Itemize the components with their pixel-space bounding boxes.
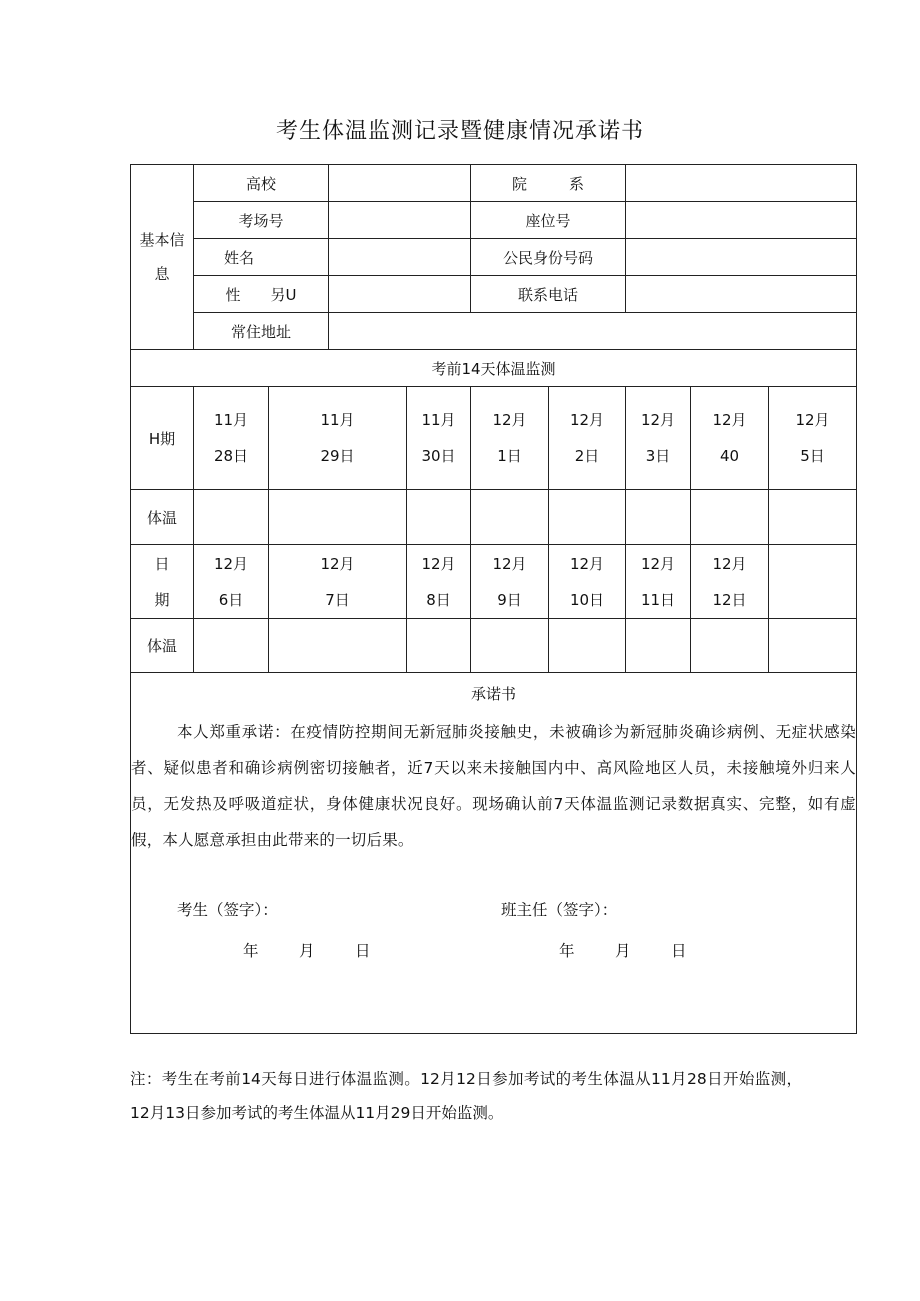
date-row-label: H期 bbox=[131, 387, 194, 490]
pledge-section bbox=[131, 673, 857, 1034]
id-number-input[interactable] bbox=[626, 239, 857, 276]
temp-input[interactable] bbox=[194, 490, 269, 545]
temp-input[interactable] bbox=[549, 619, 626, 673]
date-cell: 12月 40 bbox=[691, 387, 769, 490]
date-cell: 12月 12日 bbox=[691, 545, 769, 619]
date-cell: 11月 30日 bbox=[407, 387, 471, 490]
seat-no-label: 座位号 bbox=[471, 202, 626, 239]
gender-input[interactable] bbox=[329, 276, 471, 313]
date-cell: 11月 28日 bbox=[194, 387, 269, 490]
date-cell-empty bbox=[769, 545, 857, 619]
seat-no-input[interactable] bbox=[626, 202, 857, 239]
temp-input[interactable] bbox=[269, 490, 407, 545]
basic-info-label: 基本信息 bbox=[131, 165, 194, 350]
date-cell: 12月 10日 bbox=[549, 545, 626, 619]
teacher-signature-label: 班主任（签字）： bbox=[501, 901, 618, 919]
temp-input[interactable] bbox=[691, 490, 769, 545]
school-input[interactable] bbox=[329, 165, 471, 202]
gender-label: 性 另U bbox=[194, 276, 329, 313]
temp-input[interactable] bbox=[626, 619, 691, 673]
date-row-label: 日 期 bbox=[131, 545, 194, 619]
id-number-label: 公民身份号码 bbox=[471, 239, 626, 276]
temp-input[interactable] bbox=[407, 490, 471, 545]
phone-input[interactable] bbox=[626, 276, 857, 313]
footnote: 注：考生在考前14天每日进行体温监测。12月12日参加考试的考生体温从11月28日开始监测，12月13日参加考试的考生体温从11月29日开始监测。 bbox=[130, 1070, 802, 1122]
school-label: 高校 bbox=[194, 165, 329, 202]
document-title: 考生体温监测记录暨健康情况承诺书 bbox=[275, 119, 644, 144]
temp-input[interactable] bbox=[769, 619, 857, 673]
date-cell: 11月 29日 bbox=[269, 387, 407, 490]
temp-input[interactable] bbox=[549, 490, 626, 545]
temp-input[interactable] bbox=[471, 619, 549, 673]
exam-room-label: 考场号 bbox=[194, 202, 329, 239]
date-cell: 12月 11日 bbox=[626, 545, 691, 619]
teacher-sign-date: 年 月 日 bbox=[559, 942, 687, 960]
temp-input[interactable] bbox=[194, 619, 269, 673]
date-cell: 12月 7日 bbox=[269, 545, 407, 619]
temp-row-label: 体温 bbox=[131, 619, 194, 673]
pledge-body: 本人郑重承诺：在疫情防控期间无新冠肺炎接触史，未被确诊为新冠肺炎确诊病例、无症状感染者、疑似患者和确诊病例密切接触者，近7天以来未接触国内中、高风险地区人员，未接触境外归来人员，无发热及呼吸道症状，身体健康状况良好。现场确认前7天体温监测记录数据真实、完整，如有虚假，本人愿意承担由此带来的一切后果。 bbox=[131, 723, 856, 849]
date-cell: 12月 1日 bbox=[471, 387, 549, 490]
health-record-table bbox=[130, 164, 857, 1034]
phone-label: 联系电话 bbox=[471, 276, 626, 313]
student-signature-label: 考生（签字）： bbox=[177, 901, 278, 919]
address-input[interactable] bbox=[329, 313, 857, 350]
address-label: 常住地址 bbox=[194, 313, 329, 350]
temp-input[interactable] bbox=[626, 490, 691, 545]
date-cell: 12月 6日 bbox=[194, 545, 269, 619]
student-sign-date: 年 月 日 bbox=[243, 942, 371, 960]
temp-input[interactable] bbox=[769, 490, 857, 545]
date-cell: 12月 3日 bbox=[626, 387, 691, 490]
date-cell: 12月 5日 bbox=[769, 387, 857, 490]
temp-row-label: 体温 bbox=[131, 490, 194, 545]
temp-input[interactable] bbox=[691, 619, 769, 673]
monitoring-heading: 考前14天体温监测 bbox=[131, 350, 857, 387]
temp-input[interactable] bbox=[407, 619, 471, 673]
department-input[interactable] bbox=[626, 165, 857, 202]
department-label: 院系 bbox=[471, 165, 626, 202]
date-cell: 12月 9日 bbox=[471, 545, 549, 619]
temp-input[interactable] bbox=[269, 619, 407, 673]
name-label: 姓名 bbox=[194, 239, 329, 276]
date-cell: 12月 2日 bbox=[549, 387, 626, 490]
pledge-title: 承诺书 bbox=[470, 685, 516, 703]
name-input[interactable] bbox=[329, 239, 471, 276]
date-cell: 12月 8日 bbox=[407, 545, 471, 619]
temp-input[interactable] bbox=[471, 490, 549, 545]
exam-room-input[interactable] bbox=[329, 202, 471, 239]
